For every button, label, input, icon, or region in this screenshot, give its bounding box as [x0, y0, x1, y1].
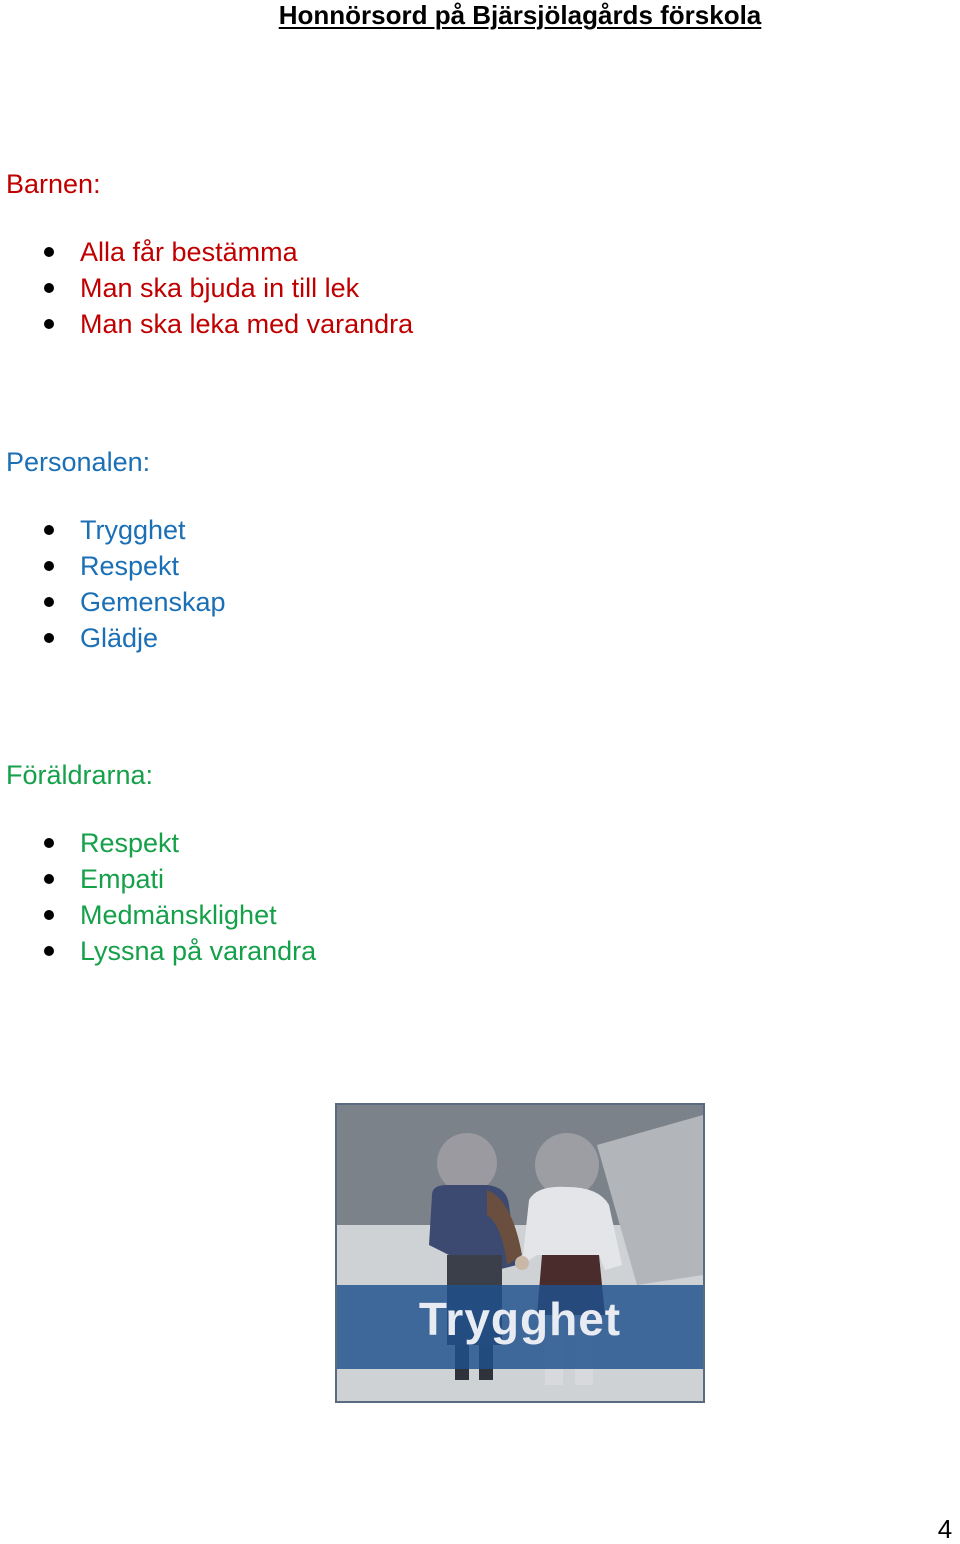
bullet-icon	[44, 838, 54, 848]
list-item-text: Trygghet	[80, 515, 186, 545]
list-item-text: Gemenskap	[80, 587, 226, 617]
bullet-icon	[44, 910, 54, 920]
bullet-icon	[44, 561, 54, 571]
photo-caption: Trygghet	[418, 1293, 622, 1345]
page-title: Honnörsord på Bjärsjölagårds förskola	[278, 0, 762, 30]
children-holding-hands-photo	[335, 1103, 705, 1403]
bullet-icon	[44, 525, 54, 535]
list-item-text: Medmänsklighet	[80, 900, 277, 930]
list-item-text: Man ska bjuda in till lek	[80, 273, 360, 303]
list-item-text: Alla får bestämma	[80, 237, 298, 267]
bullet-icon	[44, 319, 54, 329]
section-heading-personalen: Personalen:	[6, 447, 151, 477]
section-heading-foraldrarna: Föräldrarna:	[6, 760, 154, 790]
bullet-icon	[44, 946, 54, 956]
list-item-text: Man ska leka med varandra	[80, 309, 414, 339]
bullet-icon	[44, 874, 54, 884]
list-item-text: Glädje	[80, 623, 159, 653]
bullet-icon	[44, 597, 54, 607]
bullet-icon	[44, 247, 54, 257]
list-item-text: Respekt	[80, 828, 180, 858]
section-heading-barnen: Barnen:	[6, 169, 101, 199]
list-item-text: Lyssna på varandra	[80, 936, 317, 966]
list-item-text: Respekt	[80, 551, 180, 581]
list-item-text: Empati	[80, 864, 165, 894]
page-number: 4	[937, 1514, 953, 1544]
bullet-icon	[44, 633, 54, 643]
bullet-icon	[44, 283, 54, 293]
